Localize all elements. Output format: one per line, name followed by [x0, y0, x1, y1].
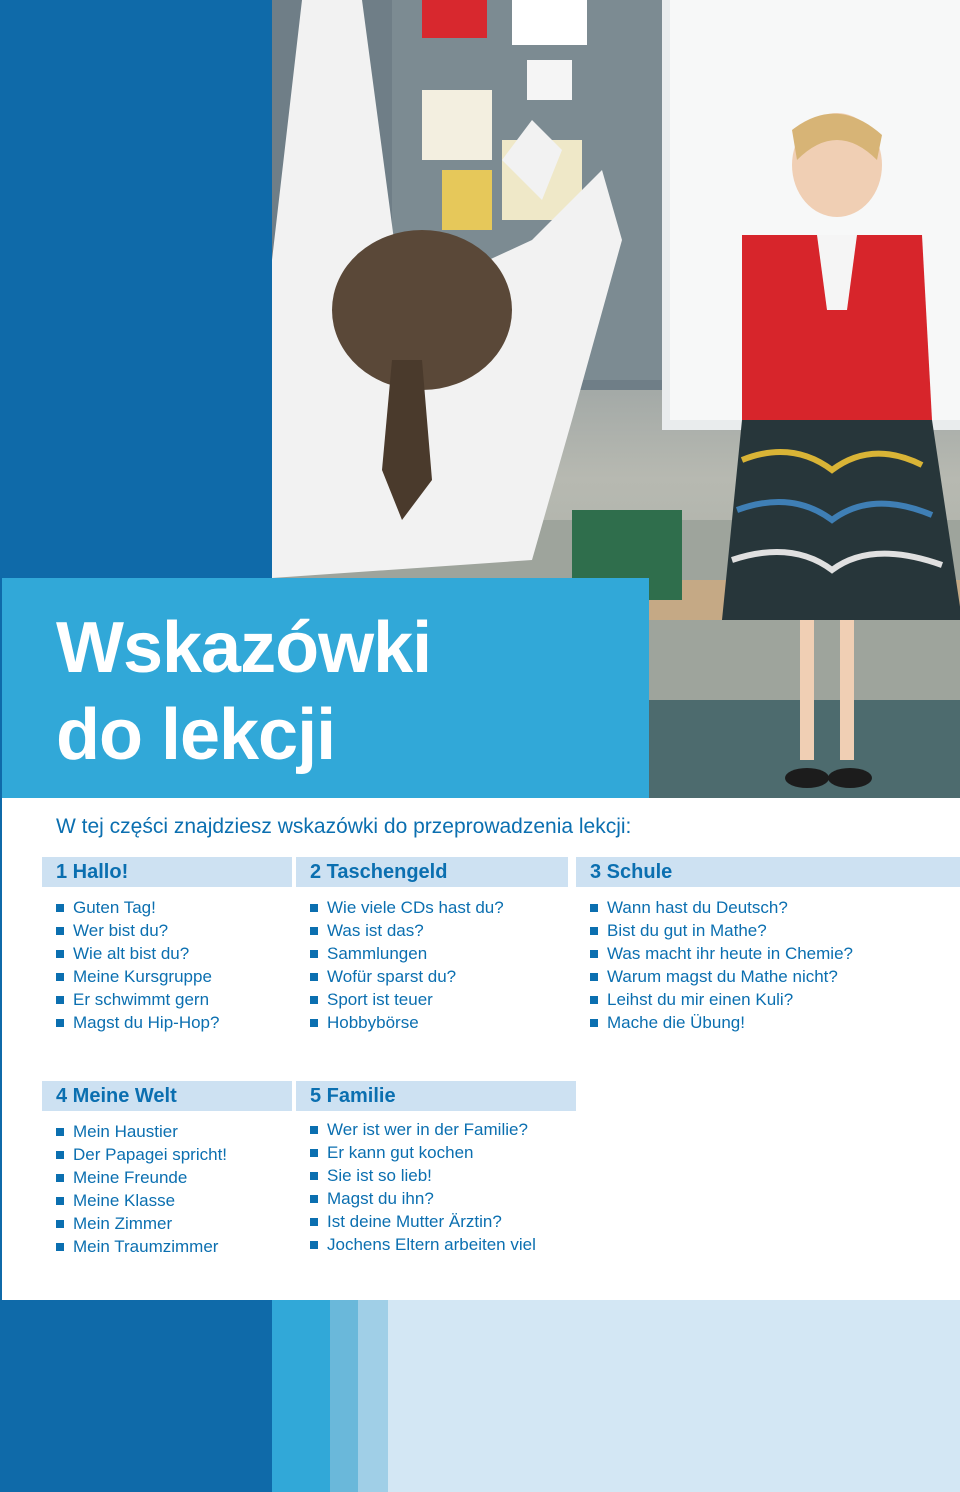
page-title-line-1: Wskazówki — [56, 608, 432, 688]
list-item: Leihst du mir einen Kuli? — [590, 988, 853, 1011]
list-item: Bist du gut in Mathe? — [590, 919, 853, 942]
section-list-2 — [310, 896, 504, 1034]
list-item: Mein Traumzimmer — [56, 1235, 227, 1258]
list-item: Sport ist teuer — [310, 988, 504, 1011]
list-item: Wer bist du? — [56, 919, 219, 942]
list-item: Er schwimmt gern — [56, 988, 219, 1011]
list-item: Guten Tag! — [56, 896, 219, 919]
list-item: Wie alt bist du? — [56, 942, 219, 965]
list-item: Wofür sparst du? — [310, 965, 504, 988]
list-item: Meine Kursgruppe — [56, 965, 219, 988]
bottom-bar-light — [330, 1300, 358, 1492]
left-blue-band — [0, 0, 272, 578]
section-heading-1: 1 Hallo! — [42, 857, 292, 887]
list-item: Sammlungen — [310, 942, 504, 965]
section-list-3 — [590, 896, 853, 1034]
list-item: Meine Freunde — [56, 1166, 227, 1189]
list-item: Jochens Eltern arbeiten viel — [310, 1233, 536, 1256]
section-heading-3: 3 Schule — [576, 857, 960, 887]
list-item: Er kann gut kochen — [310, 1141, 536, 1164]
list-item: Was ist das? — [310, 919, 504, 942]
bottom-bar-pale — [388, 1300, 960, 1492]
section-list-1 — [56, 896, 219, 1034]
list-item: Wer ist wer in der Familie? — [310, 1118, 536, 1141]
list-item: Mein Haustier — [56, 1120, 227, 1143]
list-item: Magst du ihn? — [310, 1187, 536, 1210]
list-item: Sie ist so lieb! — [310, 1164, 536, 1187]
list-item: Mache die Übung! — [590, 1011, 853, 1034]
section-heading-2: 2 Taschengeld — [296, 857, 568, 887]
intro-text: W tej części znajdziesz wskazówki do przeprowadzenia lekcji: — [56, 815, 632, 838]
section-heading-5: 5 Familie — [296, 1081, 576, 1111]
list-item: Wann hast du Deutsch? — [590, 896, 853, 919]
list-item: Hobbybörse — [310, 1011, 504, 1034]
page-title-line-2: do lekcji — [56, 695, 336, 775]
list-item: Meine Klasse — [56, 1189, 227, 1212]
list-item: Was macht ihr heute in Chemie? — [590, 942, 853, 965]
list-item: Wie viele CDs hast du? — [310, 896, 504, 919]
list-item: Ist deine Mutter Ärztin? — [310, 1210, 536, 1233]
list-item: Der Papagei spricht! — [56, 1143, 227, 1166]
list-item: Warum magst du Mathe nicht? — [590, 965, 853, 988]
bottom-bar-mid — [272, 1300, 330, 1492]
section-heading-4: 4 Meine Welt — [42, 1081, 292, 1111]
section-list-4 — [56, 1120, 227, 1258]
list-item: Magst du Hip-Hop? — [56, 1011, 219, 1034]
section-list-5 — [310, 1118, 536, 1256]
bottom-bar-lighter — [358, 1300, 388, 1492]
bottom-bar-dark — [2, 1300, 272, 1492]
list-item: Mein Zimmer — [56, 1212, 227, 1235]
